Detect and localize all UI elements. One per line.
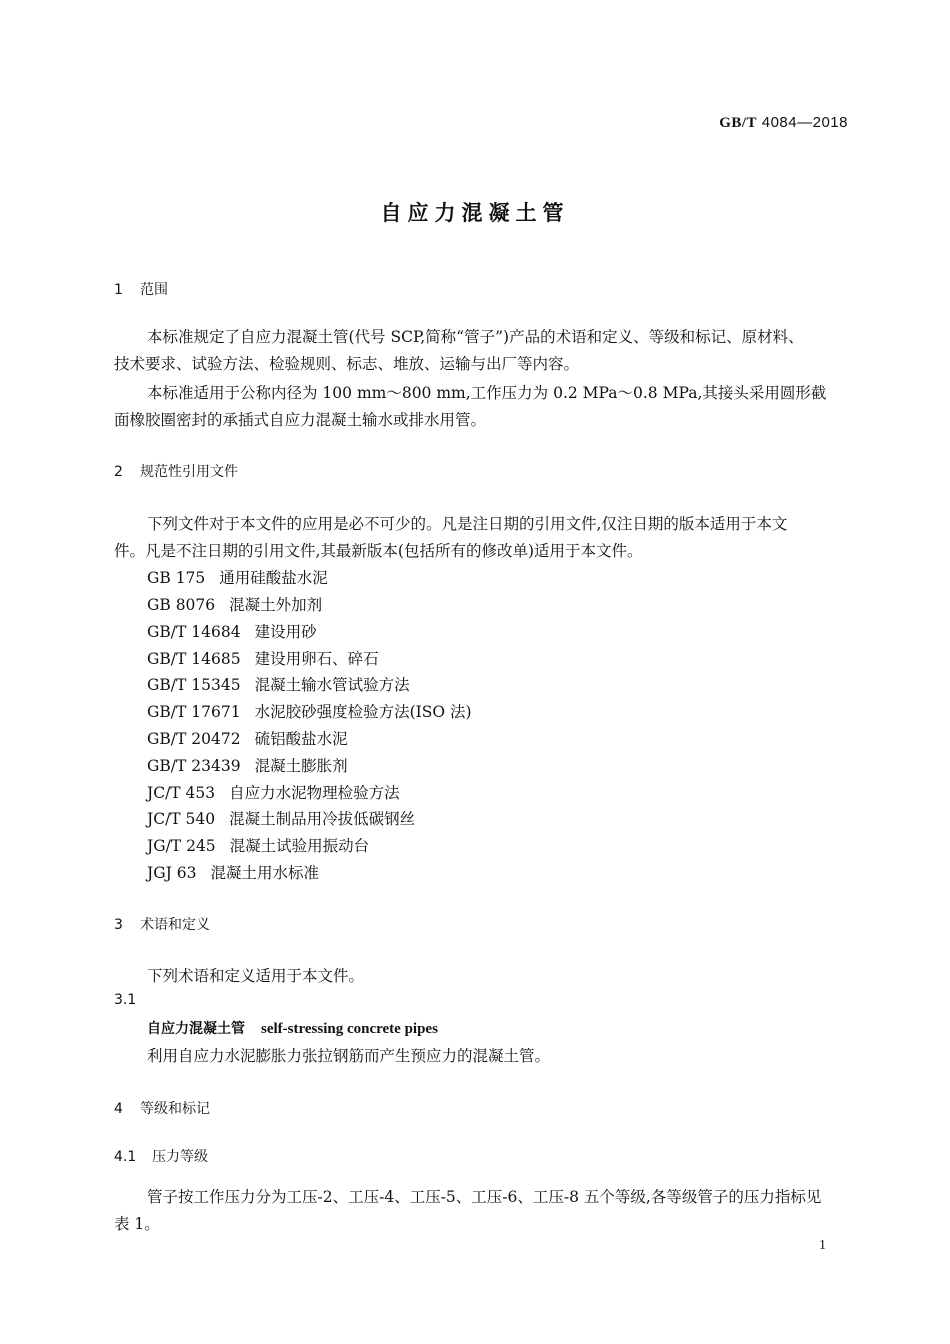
term-en: self-stressing concrete pipes [261,1021,438,1037]
reference-item [147,647,379,669]
section-3-number: 3 [114,917,123,933]
document-title: 自应力混凝土管 [380,201,570,225]
section-2-number: 2 [114,464,123,480]
section-1-number: 1 [114,282,123,298]
reference-name: 混凝土试验用振动台 [229,837,370,855]
reference-code: GB 8076 [147,596,216,614]
section-1-heading [114,279,168,299]
reference-item [147,593,322,615]
term-definition: 利用自应力水泥膨胀力张拉钢筋而产生预应力的混凝土管。 [147,1047,551,1065]
subsection-4-1-number: 4.1 [114,1149,137,1165]
reference-code: GB/T 17671 [147,703,241,721]
reference-name: 混凝土外加剂 [229,596,323,614]
term-zh: 自应力混凝土管 [147,1021,245,1037]
standard-code-prefix: GB/T [719,115,758,131]
reference-name: 建设用砂 [254,623,317,641]
reference-code: JC/T 540 [147,810,216,828]
reference-item [147,754,348,776]
reference-name: 混凝土膨胀剂 [254,757,348,775]
reference-name: 自应力水泥物理检验方法 [229,784,400,802]
section-3-title: 术语和定义 [140,917,210,933]
reference-item [147,673,410,695]
section-4-para-line1: 管子按工作压力分为工压-2、工压-4、工压-5、工压-6、工压-8 五个等级,各等级管子的压力指标见 [147,1188,822,1206]
section-1-para1-line2: 技术要求、试验方法、检验规则、标志、堆放、运输与出厂等内容。 [114,355,580,373]
reference-code: JG/T 245 [147,837,216,855]
reference-item [147,620,317,642]
reference-name: 硫铝酸盐水泥 [254,730,348,748]
section-3-heading [114,914,210,934]
reference-item [147,861,319,883]
reference-code: GB/T 20472 [147,730,241,748]
reference-code: JGJ 63 [147,864,197,882]
subsection-4-1-heading [114,1146,208,1166]
section-1-para2-line1: 本标准适用于公称内径为 100 mm～800 mm,工作压力为 0.2 MPa～0.8 MPa,其接头采用圆形截 [147,384,827,402]
reference-code: GB/T 14684 [147,623,241,641]
section-2-heading [114,461,238,481]
section-2-intro-line2: 件。凡是不注日期的引用文件,其最新版本(包括所有的修改单)适用于本文件。 [114,542,643,560]
reference-item [147,807,415,829]
section-4-number: 4 [114,1101,123,1117]
section-2-title: 规范性引用文件 [140,464,238,480]
section-4-para-line2: 表 1。 [114,1215,160,1233]
page-number: 1 [819,1238,826,1253]
reference-code: JC/T 453 [147,784,216,802]
reference-item [147,834,369,856]
section-4-title: 等级和标记 [140,1101,210,1117]
term-number: 3.1 [114,992,137,1008]
reference-code: GB/T 15345 [147,676,241,694]
section-4-heading [114,1098,210,1118]
subsection-4-1-title: 压力等级 [152,1149,208,1165]
standard-code [719,114,848,132]
section-3-intro: 下列术语和定义适用于本文件。 [147,967,365,985]
reference-name: 混凝土用水标准 [210,864,319,882]
reference-code: GB 175 [147,569,206,587]
section-1-title: 范围 [140,282,168,298]
standard-code-number: 4084—2018 [761,114,848,131]
reference-item [147,781,400,803]
section-1-para1-line1: 本标准规定了自应力混凝土管(代号 SCP,简称“管子”)产品的术语和定义、等级和标记、原材料、 [147,328,804,346]
reference-name: 建设用卵石、碎石 [254,650,379,668]
reference-item [147,700,472,722]
reference-item [147,566,328,588]
reference-name: 混凝土输水管试验方法 [254,676,410,694]
section-2-intro-line1: 下列文件对于本文件的应用是必不可少的。凡是注日期的引用文件,仅注日期的版本适用于本文 [147,515,788,533]
section-1-para2-line2: 面橡胶圈密封的承插式自应力混凝土输水或排水用管。 [114,411,487,429]
term-entry [147,1018,438,1038]
reference-code: GB/T 23439 [147,757,241,775]
reference-name: 混凝土制品用冷拔低碳钢丝 [229,810,416,828]
reference-code: GB/T 14685 [147,650,241,668]
reference-name: 通用硅酸盐水泥 [219,569,328,587]
reference-name: 水泥胶砂强度检验方法(ISO 法) [254,703,472,721]
reference-item [147,727,348,749]
